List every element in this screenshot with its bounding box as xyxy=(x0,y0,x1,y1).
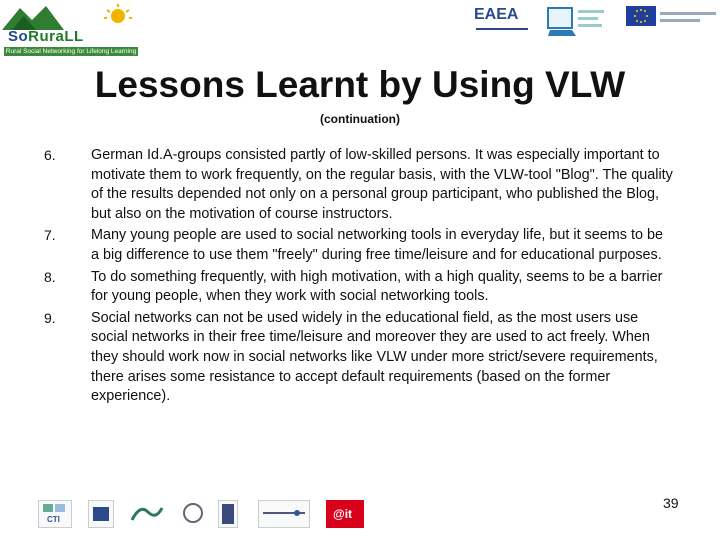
eaea-logo xyxy=(474,6,532,38)
slide-subtitle: (continuation) xyxy=(320,112,400,126)
partner-logo-5 xyxy=(218,500,238,528)
item-number: 9. xyxy=(44,309,56,326)
eu-flag-icon xyxy=(626,6,656,26)
partner-logo-3 xyxy=(128,500,166,526)
item-text: Social networks can not be used widely in the educational field, as the most users use social networks in their free time/leisure and moreover they are used to act freely. When they should work now in social networks like VLW under more strict/severe requirements, there arises some resistance to accept default requirements (based on the former experience). xyxy=(91,309,658,405)
list-item xyxy=(44,268,684,307)
cti-logo xyxy=(38,500,72,528)
partner-logo-2 xyxy=(88,500,114,528)
list-item xyxy=(44,226,684,265)
cti-logo-text: CTI xyxy=(47,515,60,524)
item-number: 7. xyxy=(44,227,56,244)
soruraLL-logo xyxy=(2,2,138,56)
eu-lifelong-learning-logo xyxy=(626,4,716,36)
eaea-logo-text: EAEA xyxy=(474,6,519,23)
logo-tagline: Rural Social Networking for Lifelong Learning xyxy=(5,48,137,55)
item-text: Many young people are used to social networking tools in everyday life, but it seems to be a big difference to use them "freely" during free time/leisure and for educational purposes. xyxy=(91,227,663,263)
item-text: German Id.A-groups consisted partly of low-skilled persons. It was especially important to motivate them to work frequently, on the regular basis, with the VLW-tool "Blog". The quality of the results depended not only on a personal group participant, who published the Blog, but also on the motivation of course instructors. xyxy=(91,147,673,222)
education-training-logo xyxy=(546,4,610,38)
partner-logo-6 xyxy=(258,500,310,528)
page-number: 39 xyxy=(663,495,679,511)
list-item xyxy=(44,146,684,224)
ait-logo-text: @it xyxy=(333,507,353,521)
lifelong-learning-mark-icon xyxy=(660,6,716,28)
item-text: To do something frequently, with high motivation, with a high quality, seems to be a barrier for young people, when they work with social networking tools. xyxy=(91,268,663,305)
lessons-list xyxy=(44,146,684,409)
logo-brand: SoRuraLL xyxy=(8,28,84,45)
ait-logo xyxy=(326,500,364,528)
item-number: 6. xyxy=(44,147,56,163)
item-number: 8. xyxy=(44,268,56,285)
monitor-icon xyxy=(546,4,610,38)
seal-logo xyxy=(183,500,203,526)
slide-title: Lessons Learnt by Using VLW xyxy=(94,64,626,105)
list-item xyxy=(44,309,684,407)
